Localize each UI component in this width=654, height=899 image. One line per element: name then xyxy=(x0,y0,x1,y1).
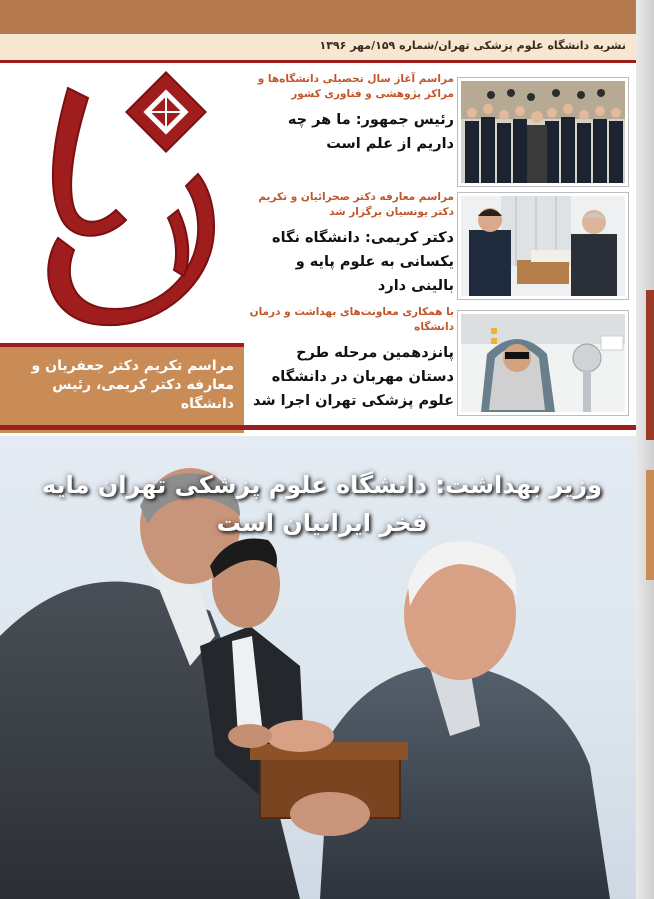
issue-line: نشریه دانشگاه علوم پزشکی تهران/شماره ۱۵۹/مهر ۱۳۹۶ xyxy=(319,39,626,52)
story-kicker: با همکاری معاونت‌های بهداشت و درمان دانشگاه xyxy=(249,306,454,333)
story-headline: دکتر کریمی: دانشگاه نگاه یکسانی به علوم پایه و بالینی دارد xyxy=(272,230,454,294)
hero-headline: وزیر بهداشت: دانشگاه علوم پزشکی تهران مایه فخر ایرانیان است xyxy=(41,471,602,537)
hero-section xyxy=(0,436,636,899)
story-headline: پانزدهمین مرحله طرح دستان مهربان در دانشگاه علوم پزشکی تهران اجرا شد xyxy=(253,345,454,409)
story-1-photo xyxy=(458,78,628,186)
page-edge xyxy=(636,0,654,899)
issue-bar xyxy=(0,34,636,63)
story-kicker: مراسم معارفه دکتر صحرائیان و تکریم دکتر یونسیان برگزار شد xyxy=(258,191,454,218)
story-2-photo xyxy=(458,193,628,299)
top-band xyxy=(0,0,636,34)
section-divider xyxy=(0,425,636,430)
story-kicker: مراسم آغاز سال تحصیلی دانشگاه‌ها و مراکز پژوهشی و فناوری کشور xyxy=(257,73,454,100)
story-1[interactable] xyxy=(248,72,454,156)
story-2[interactable] xyxy=(248,190,454,298)
story-3[interactable] xyxy=(248,305,454,413)
story-headline: رئیس جمهور: ما هر چه داریم از علم است xyxy=(287,112,454,152)
feature-title: مراسم تکریم دکتر جعفریان و معارفه دکتر کریمی، رئیس دانشگاه xyxy=(31,358,234,412)
masthead-logo xyxy=(28,70,240,340)
feature-box xyxy=(0,343,244,433)
story-3-photo xyxy=(458,311,628,415)
